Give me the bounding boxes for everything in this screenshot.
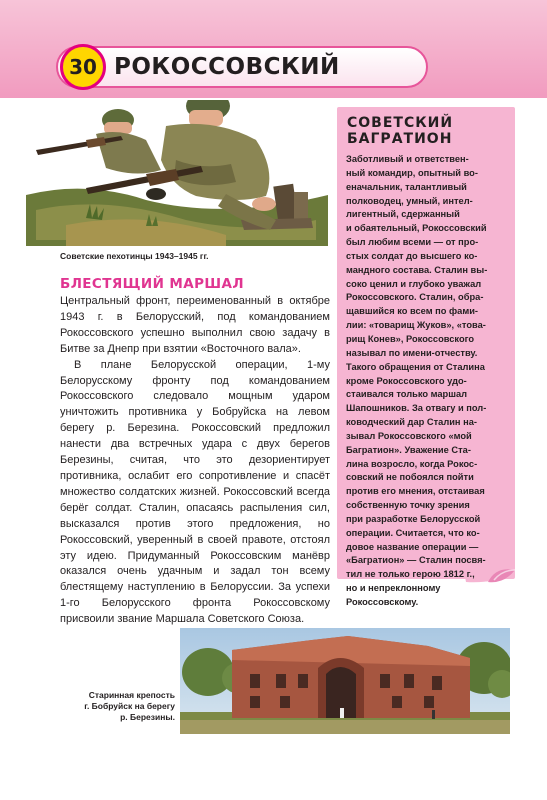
soviet-infantry-illustration — [26, 100, 328, 246]
sidebar-text: Заботливый и ответствен- ный командир, опытный во- еначальник, талантливый полководец, умный, интел- лигентный, сдержанный и обаятельный, Рокоссовский был любим всеми — от про- стых солдат до высшего ко- мандного состава. Сталин вы- соко ценил и глубоко уважал Рокоссовского. Сталин, обра- щавшийся ко всем по фами- лии: «товарищ Жуков», «това- рищ Конев», Рокоссовского называл по имени-отчеству. Такого обращения от Сталина кроме Рокоссовского удо- стаивался только маршал Шапошников. За отвагу и пол- ководческий дар Сталин на- зывал Рокоссовского «мой Багратион». Уважение Ста- лина возросло, когда Рокос- совский не побоялся пойти против его мнения, отстаивая собственную точку зрения при разработке Белорусской операции. Считается, что ко- довое название операции — «Багратион» — Сталин посвя- тил не только герою 1812 г., но и непреклонному Рокоссовскому. — [346, 154, 488, 607]
fortress-caption: Старинная крепость г. Бобруйск на берегу р. Березины. — [84, 690, 175, 722]
sidebar-title: СОВЕТСКИЙ БАГРАТИОН — [347, 115, 454, 147]
article-paragraph: Центральный фронт, переименованный в октябре 1943 г. в Белорусский, под командованием Рокоссовского успешно выполнил свою задачу в Битве за Днепр при взятии «Восточного вала». — [60, 295, 330, 355]
section-heading: БЛЕСТЯЩИЙ МАРШАЛ — [60, 276, 244, 292]
chapter-title: РОКОССОВСКИЙ — [114, 54, 340, 80]
bobruisk-fortress-photo — [180, 628, 510, 734]
illustration-caption: Советские пехотинцы 1943–1945 гг. — [60, 251, 209, 261]
page-number-badge: 30 — [60, 44, 106, 90]
article-paragraph: В плане Белорусской операции, 1-му Белорусскому фронту под командованием Рокоссовского следовало мощным ударом уничтожить противника у Бобруйска на левом берегу р. Березина. Рокоссовский предложил нанести два встречных удара с двух берегов Березины, считая, что это дезориентирует противника, ослабит его сопротивление и спасёт множество солдатских жизней. Рокоссовский всегда берёг солдат. Сталин, опасаясь распыления сил, высказался против этого предложения, но Рокоссовский, уверенный в своей правоте, отстоял эту идею. Придуманный Рокоссовским манёвр оказался очень удачным и задал тон всему блестящему наступлению в Белоруссии. За успехи 1-го Белорусского фронта Рокоссовскому присвоили звание Маршала Советского Союза. — [60, 358, 330, 626]
article-body — [60, 294, 330, 628]
